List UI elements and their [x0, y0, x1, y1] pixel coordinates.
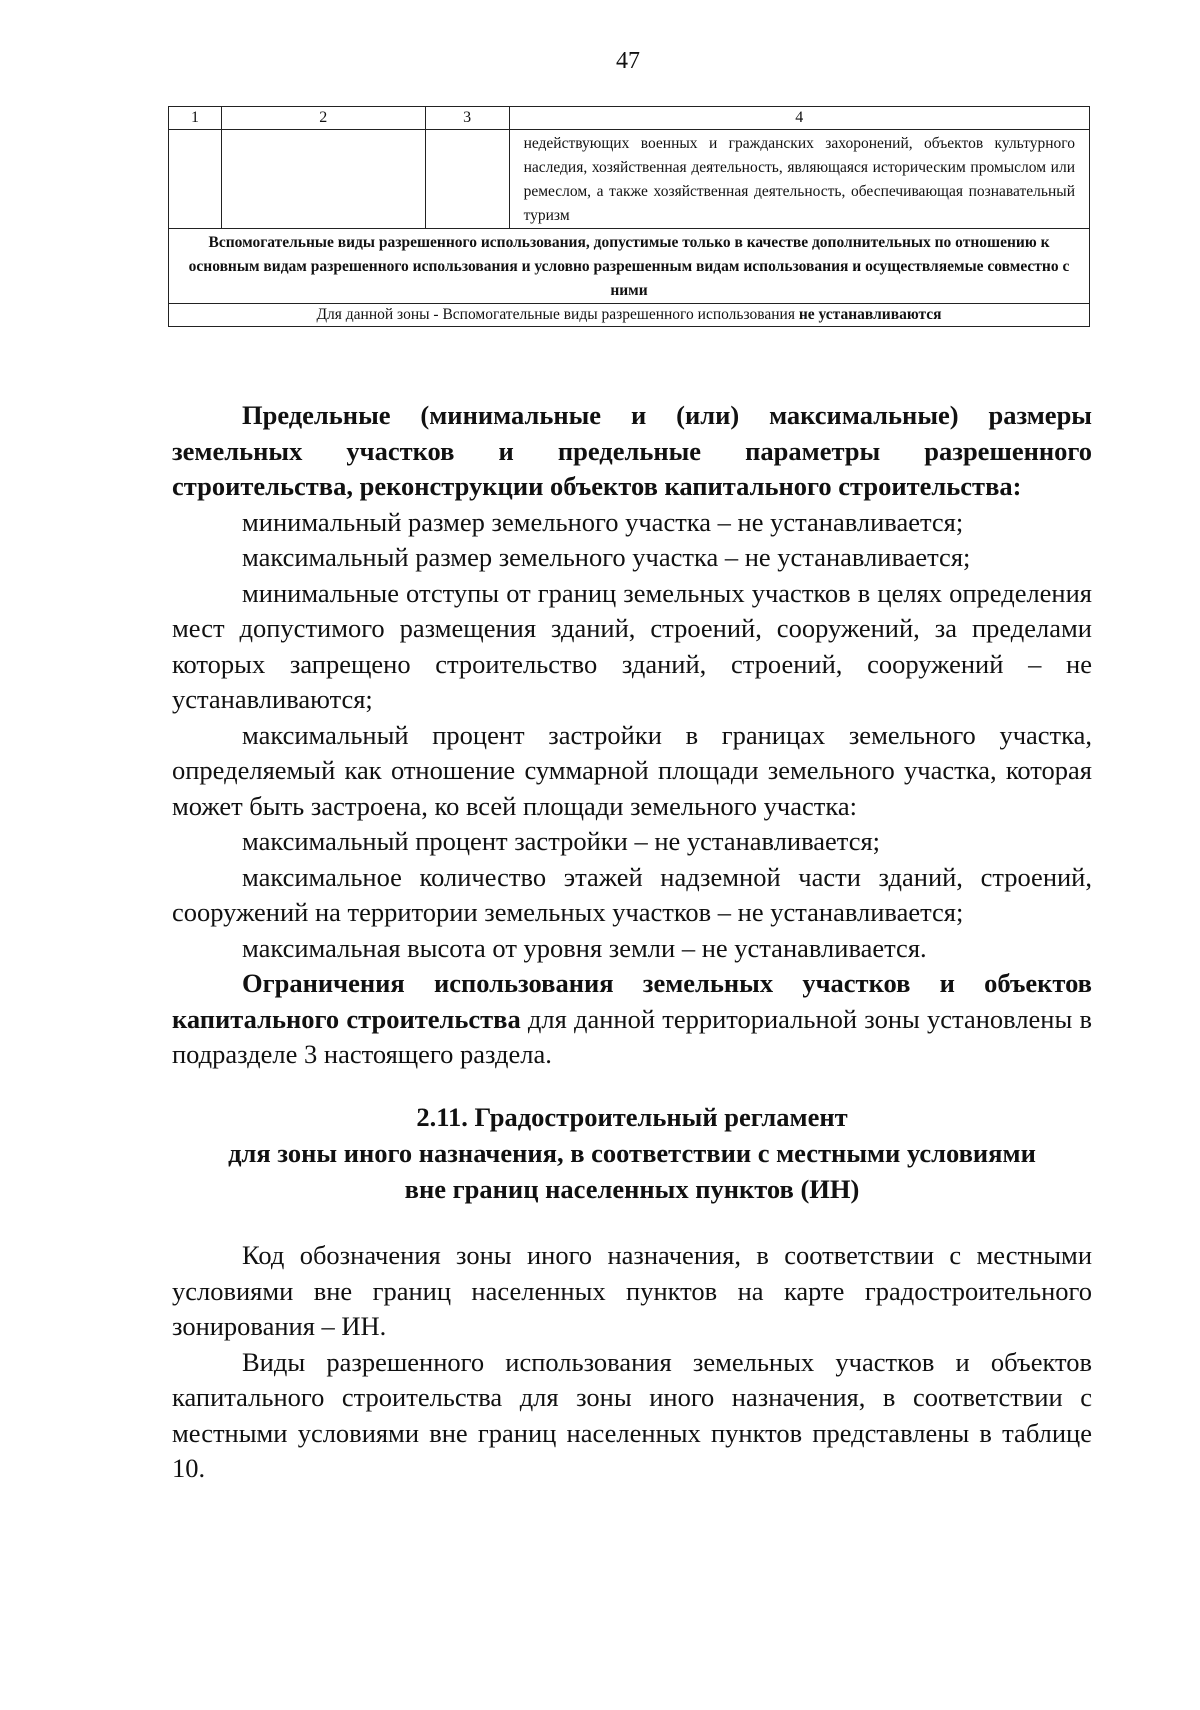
- limits-section: [172, 398, 1092, 1073]
- table-col-header-1: 1: [169, 107, 222, 130]
- section-title-line-2: для зоны иного назначения, в соответствии с местными условиями: [228, 1138, 1036, 1168]
- table-section-row: [169, 229, 1090, 304]
- limit-item: максимальное количество этажей надземной части зданий, строений, сооружений на территории земельных участков – не устанавливается;: [172, 861, 1092, 927]
- zone-table-continuation: [168, 106, 1090, 327]
- limit-item: максимальная высота от уровня земли – не устанавливается.: [242, 932, 927, 963]
- limits-heading: Предельные (минимальные и (или) максимальные) размеры земельных участков и предельные параметры разрешенного строительства, реконструкции объектов капитального строительства:: [172, 400, 1092, 501]
- restrictions-text: для данной территориальной зоны установлены в подразделе 3 настоящего раздела.: [172, 1003, 1092, 1069]
- auxiliary-uses-header: Вспомогательные виды разрешенного использования, допустимые только в качестве дополнительных по отношению к основным видам разрешенного использования и условно разрешенным видам использования и осуществляемые совместно с ними: [169, 229, 1090, 304]
- permitted-uses-paragraph: Виды разрешенного использования земельных участков и объектов капитального строительства для зоны иного назначения, в соответствии с местными условиями вне границ населенных пунктов представлены в таблице 10.: [172, 1346, 1092, 1483]
- table-col-header-3: 3: [425, 107, 509, 130]
- limit-item: максимальный процент застройки – не устанавливается;: [242, 826, 881, 856]
- table-cell-description: недействующих военных и гражданских захоронений, объектов культурного наследия, хозяйственная деятельность, являющаяся историческим промыслом или ремеслом, а также хозяйственная деятельность, обеспечивающая познавательный туризм: [509, 130, 1089, 229]
- auxiliary-note-text: Для данной зоны - Вспомогательные виды разрешенного использования: [316, 306, 799, 323]
- closing-section: [172, 1238, 1092, 1487]
- zone-code-paragraph: Код обозначения зоны иного назначения, в соответствии с местными условиями вне границ населенных пунктов на карте градостроительного зонирования – ИН.: [172, 1240, 1092, 1341]
- table-col-header-4: 4: [509, 107, 1089, 130]
- page-number: 47: [616, 48, 640, 74]
- section-title-line-3: вне границ населенных пунктов (ИН): [404, 1174, 860, 1204]
- restrictions-paragraph: [172, 966, 1092, 1073]
- limit-item: минимальный размер земельного участка – не устанавливается;: [242, 506, 964, 537]
- limit-item: максимальный процент застройки в границах земельного участка, определяемый как отношение суммарной площади земельного участка, которая может быть застроена, ко всей площади земельного участка:: [172, 719, 1092, 821]
- section-title-block: [172, 1099, 1092, 1207]
- table-header-row: [169, 107, 1090, 130]
- table-cell-empty: [221, 130, 425, 229]
- table-row: [169, 130, 1090, 229]
- auxiliary-uses-note: [169, 304, 1090, 327]
- auxiliary-note-emphasis: не устанавливаются: [798, 306, 942, 323]
- limit-item: минимальные отступы от границ земельных участков в целях определения мест допустимого размещения зданий, строений, сооружений, за пределами которых запрещено строительство зданий, строений, сооружений – не устанавливаются;: [172, 577, 1092, 714]
- restrictions-bold: Ограничения использования земельных участков и объектов капитального строительства: [172, 968, 1092, 1034]
- table-cell-empty: [169, 130, 222, 229]
- limit-item: максимальный размер земельного участка – не устанавливается;: [242, 542, 971, 572]
- table-col-header-2: 2: [221, 107, 425, 130]
- table-cell-empty: [425, 130, 509, 229]
- table-note-row: [169, 304, 1090, 327]
- section-title-line-1: 2.11. Градостроительный регламент: [416, 1102, 848, 1132]
